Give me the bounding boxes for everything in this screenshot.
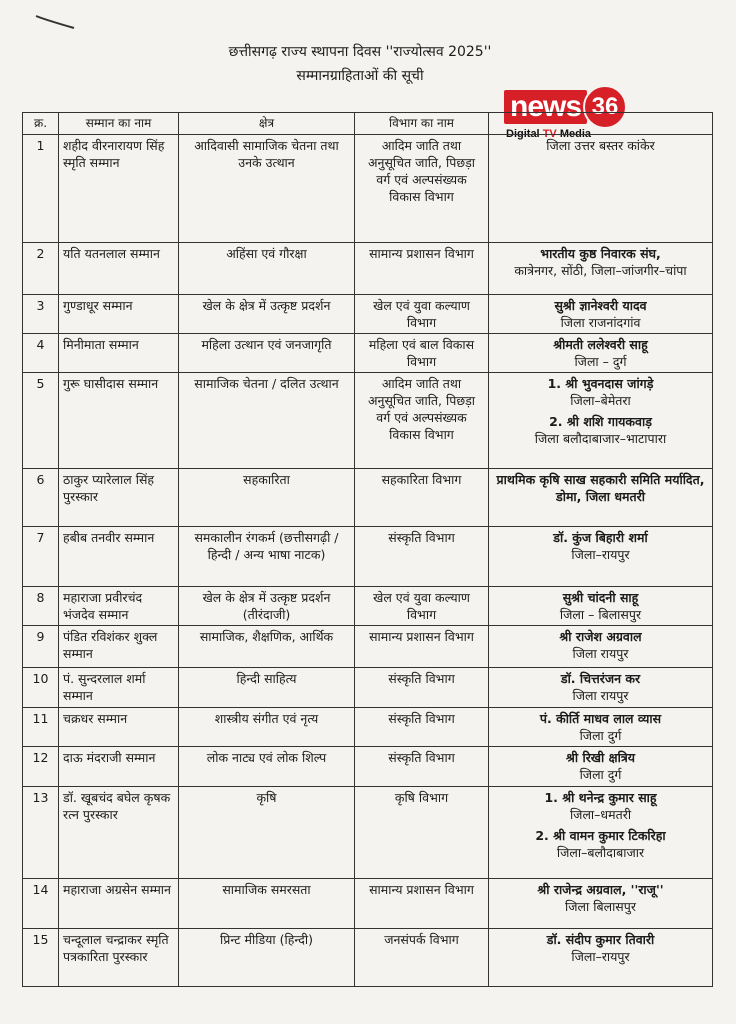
department-name: महिला एवं बाल विकास विभाग <box>355 334 489 373</box>
award-field: अहिंसा एवं गौरक्षा <box>179 243 355 295</box>
recipient <box>493 628 708 662</box>
recipient <box>493 931 708 965</box>
table-row <box>23 373 713 469</box>
serial-number: 10 <box>23 668 59 708</box>
award-field: सामाजिक चेतना / दलित उत्थान <box>179 373 355 469</box>
department-name: संस्कृति विभाग <box>355 668 489 708</box>
recipient-district: जिला–बेमेतरा <box>570 393 631 408</box>
recipient-name: डॉ. चित्तरंजन कर <box>560 671 641 686</box>
serial-number: 14 <box>23 879 59 929</box>
recipient-name: श्री राजेश अग्रवाल <box>559 629 642 644</box>
recipient-cell <box>489 373 713 469</box>
serial-number: 4 <box>23 334 59 373</box>
table-row <box>23 747 713 787</box>
award-field: शास्त्रीय संगीत एवं नृत्य <box>179 708 355 747</box>
recipient-district: जिला–रायपुर <box>571 547 630 562</box>
department-name: आदिम जाति तथा अनुसूचित जाति, पिछड़ा वर्ग एवं अल्पसंख्यक विकास विभाग <box>355 135 489 243</box>
award-field: कृषि <box>179 787 355 879</box>
award-field: महिला उत्थान एवं जनजागृति <box>179 334 355 373</box>
recipient-name: सुश्री ज्ञानेश्वरी यादव <box>554 298 647 313</box>
serial-number: 8 <box>23 587 59 626</box>
department-name: सामान्य प्रशासन विभाग <box>355 879 489 929</box>
department-name: खेल एवं युवा कल्याण विभाग <box>355 587 489 626</box>
award-name: शहीद वीरनारायण सिंह स्मृति सम्मान <box>59 135 179 243</box>
recipient-cell <box>489 929 713 987</box>
recipient <box>493 245 708 279</box>
recipient-cell <box>489 787 713 879</box>
award-name: मिनीमाता सम्मान <box>59 334 179 373</box>
table-row <box>23 587 713 626</box>
award-field: आदिवासी सामाजिक चेतना तथा उनके उत्थान <box>179 135 355 243</box>
recipient-district: जिला–धमतरी <box>569 807 632 822</box>
recipient <box>493 336 708 370</box>
table-row <box>23 295 713 334</box>
award-field: सामाजिक समरसता <box>179 879 355 929</box>
award-field: खेल के क्षेत्र में उत्कृष्ट प्रदर्शन <box>179 295 355 334</box>
logo-subtitle: Digital TV Media <box>506 128 591 140</box>
table-row <box>23 626 713 668</box>
recipient-name: पं. कीर्ति माधव लाल व्यास <box>539 711 662 726</box>
column-header: विभाग का नाम <box>355 113 489 135</box>
award-field: हिन्दी साहित्य <box>179 668 355 708</box>
recipient <box>493 749 708 783</box>
document-header <box>120 42 600 86</box>
recipient-cell <box>489 708 713 747</box>
recipient <box>493 529 708 563</box>
recipient-name: 1. श्री थनेन्द्र कुमार साहू <box>544 790 657 805</box>
recipient-district: जिला बलौदाबाजार–भाटापारा <box>534 431 667 446</box>
department-name: खेल एवं युवा कल्याण विभाग <box>355 295 489 334</box>
recipient-district: जिला बिलासपुर <box>565 899 636 914</box>
awardees-table <box>22 112 713 987</box>
award-name: डॉ. खूबचंद बघेल कृषक रत्न पुरस्कार <box>59 787 179 879</box>
serial-number: 1 <box>23 135 59 243</box>
recipient-district: जिला रायपुर <box>572 646 629 661</box>
table-header-row <box>23 113 713 135</box>
recipient <box>493 670 708 704</box>
table-row <box>23 527 713 587</box>
award-field: समकालीन रंगकर्म (छत्तीसगढ़ी / हिन्दी / अन्य भाषा नाटक) <box>179 527 355 587</box>
recipient-district: जिला दुर्ग <box>579 728 622 743</box>
recipient-district: जिला उत्तर बस्तर कांकेर <box>546 138 655 153</box>
table-row <box>23 469 713 527</box>
recipient <box>493 471 708 505</box>
serial-number: 12 <box>23 747 59 787</box>
award-name: पं. सुन्दरलाल शर्मा सम्मान <box>59 668 179 708</box>
award-field: खेल के क्षेत्र में उत्कृष्ट प्रदर्शन (तीरंदाजी) <box>179 587 355 626</box>
recipient-cell <box>489 243 713 295</box>
recipient-name: डॉ. कुंज बिहारी शर्मा <box>553 530 648 545</box>
department-name: जनसंपर्क विभाग <box>355 929 489 987</box>
table-row <box>23 708 713 747</box>
award-name: गुरू घासीदास सम्मान <box>59 373 179 469</box>
table-row <box>23 787 713 879</box>
recipient <box>493 375 708 409</box>
recipient-name: प्राथमिक कृषि साख सहकारी समिति मर्यादित, डोमा, जिला धमतरी <box>496 472 705 504</box>
recipient-district: कात्रेनगर, सोंठी, जिला–जांजगीर–चांपा <box>514 263 687 278</box>
recipient-name: श्रीमती ललेश्वरी साहू <box>553 337 648 352</box>
recipient <box>493 589 708 623</box>
department-name: संस्कृति विभाग <box>355 708 489 747</box>
award-name: चन्दूलाल चन्द्राकर स्मृति पत्रकारिता पुरस्कार <box>59 929 179 987</box>
recipient-name: डॉ. संदीप कुमार तिवारी <box>546 932 655 947</box>
column-header: क्र. <box>23 113 59 135</box>
recipient-name: सुश्री चांदनी साहू <box>562 590 639 605</box>
recipient <box>493 413 708 447</box>
column-header <box>489 113 713 135</box>
recipient <box>493 827 708 861</box>
serial-number: 5 <box>23 373 59 469</box>
column-header: सम्मान का नाम <box>59 113 179 135</box>
award-name: यति यतनलाल सम्मान <box>59 243 179 295</box>
award-name: पंडित रविशंकर शुक्ल सम्मान <box>59 626 179 668</box>
recipient-cell <box>489 747 713 787</box>
department-name: संस्कृति विभाग <box>355 527 489 587</box>
recipient <box>493 710 708 744</box>
table-row <box>23 668 713 708</box>
award-name: दाऊ मंदराजी सम्मान <box>59 747 179 787</box>
serial-number: 3 <box>23 295 59 334</box>
award-field: सहकारिता <box>179 469 355 527</box>
recipient-name: 2. श्री वामन कुमार टिकरिहा <box>535 828 666 843</box>
recipient-cell <box>489 587 713 626</box>
award-name: चक्रधर सम्मान <box>59 708 179 747</box>
serial-number: 7 <box>23 527 59 587</box>
serial-number: 2 <box>23 243 59 295</box>
recipient-name: भारतीय कुष्ठ निवारक संघ, <box>540 246 661 261</box>
table-row <box>23 135 713 243</box>
table-row <box>23 334 713 373</box>
award-field: लोक नाट्य एवं लोक शिल्प <box>179 747 355 787</box>
recipient-cell <box>489 295 713 334</box>
recipient-cell <box>489 879 713 929</box>
pen-mark <box>34 12 78 32</box>
award-name: महाराजा प्रवीरचंद भंजदेव सम्मान <box>59 587 179 626</box>
recipient-name: श्री रिखी क्षत्रिय <box>566 750 635 765</box>
recipient-district: जिला राजनांदगांव <box>560 315 641 330</box>
logo-number: 36 <box>583 85 627 129</box>
recipient-cell <box>489 626 713 668</box>
document-subtitle: सम्मानग्राहिताओं की सूची <box>296 68 424 84</box>
recipient-district: जिला दुर्ग <box>579 767 622 782</box>
department-name: सामान्य प्रशासन विभाग <box>355 626 489 668</box>
serial-number: 6 <box>23 469 59 527</box>
table-row <box>23 879 713 929</box>
serial-number: 11 <box>23 708 59 747</box>
department-name: आदिम जाति तथा अनुसूचित जाति, पिछड़ा वर्ग एवं अल्पसंख्यक विकास विभाग <box>355 373 489 469</box>
recipient-district: जिला – दुर्ग <box>574 354 627 369</box>
recipient-name: 2. श्री शशि गायकवाड़ <box>549 414 652 429</box>
recipient <box>493 137 708 154</box>
department-name: सहकारिता विभाग <box>355 469 489 527</box>
serial-number: 9 <box>23 626 59 668</box>
serial-number: 15 <box>23 929 59 987</box>
recipient-name: श्री राजेन्द्र अग्रवाल, ''राजू'' <box>537 882 664 897</box>
recipient-district: जिला–बलौदाबाजार <box>556 845 645 860</box>
department-name: सामान्य प्रशासन विभाग <box>355 243 489 295</box>
recipient-cell <box>489 135 713 243</box>
recipient <box>493 789 708 823</box>
column-header: क्षेत्र <box>179 113 355 135</box>
recipient <box>493 297 708 331</box>
award-field: प्रिन्ट मीडिया (हिन्दी) <box>179 929 355 987</box>
award-name: हबीब तनवीर सम्मान <box>59 527 179 587</box>
recipient-cell <box>489 469 713 527</box>
award-name: ठाकुर प्यारेलाल सिंह पुरस्कार <box>59 469 179 527</box>
award-name: महाराजा अग्रसेन सम्मान <box>59 879 179 929</box>
recipient-cell <box>489 527 713 587</box>
table-row <box>23 243 713 295</box>
recipient-district: जिला–रायपुर <box>571 949 630 964</box>
department-name: संस्कृति विभाग <box>355 747 489 787</box>
serial-number: 13 <box>23 787 59 879</box>
recipient <box>493 881 708 915</box>
document-title: छत्तीसगढ़ राज्य स्थापना दिवस ''राज्योत्सव 2025'' <box>228 44 492 60</box>
department-name: कृषि विभाग <box>355 787 489 879</box>
award-name: गुण्डाधूर सम्मान <box>59 295 179 334</box>
recipient-cell <box>489 334 713 373</box>
recipient-district: जिला – बिलासपुर <box>559 607 642 622</box>
recipient-cell <box>489 668 713 708</box>
recipient-name: 1. श्री भुवनदास जांगड़े <box>547 376 654 391</box>
award-field: सामाजिक, शैक्षणिक, आर्थिक <box>179 626 355 668</box>
table-row <box>23 929 713 987</box>
logo-word: news <box>504 90 587 124</box>
recipient-district: जिला रायपुर <box>572 688 629 703</box>
